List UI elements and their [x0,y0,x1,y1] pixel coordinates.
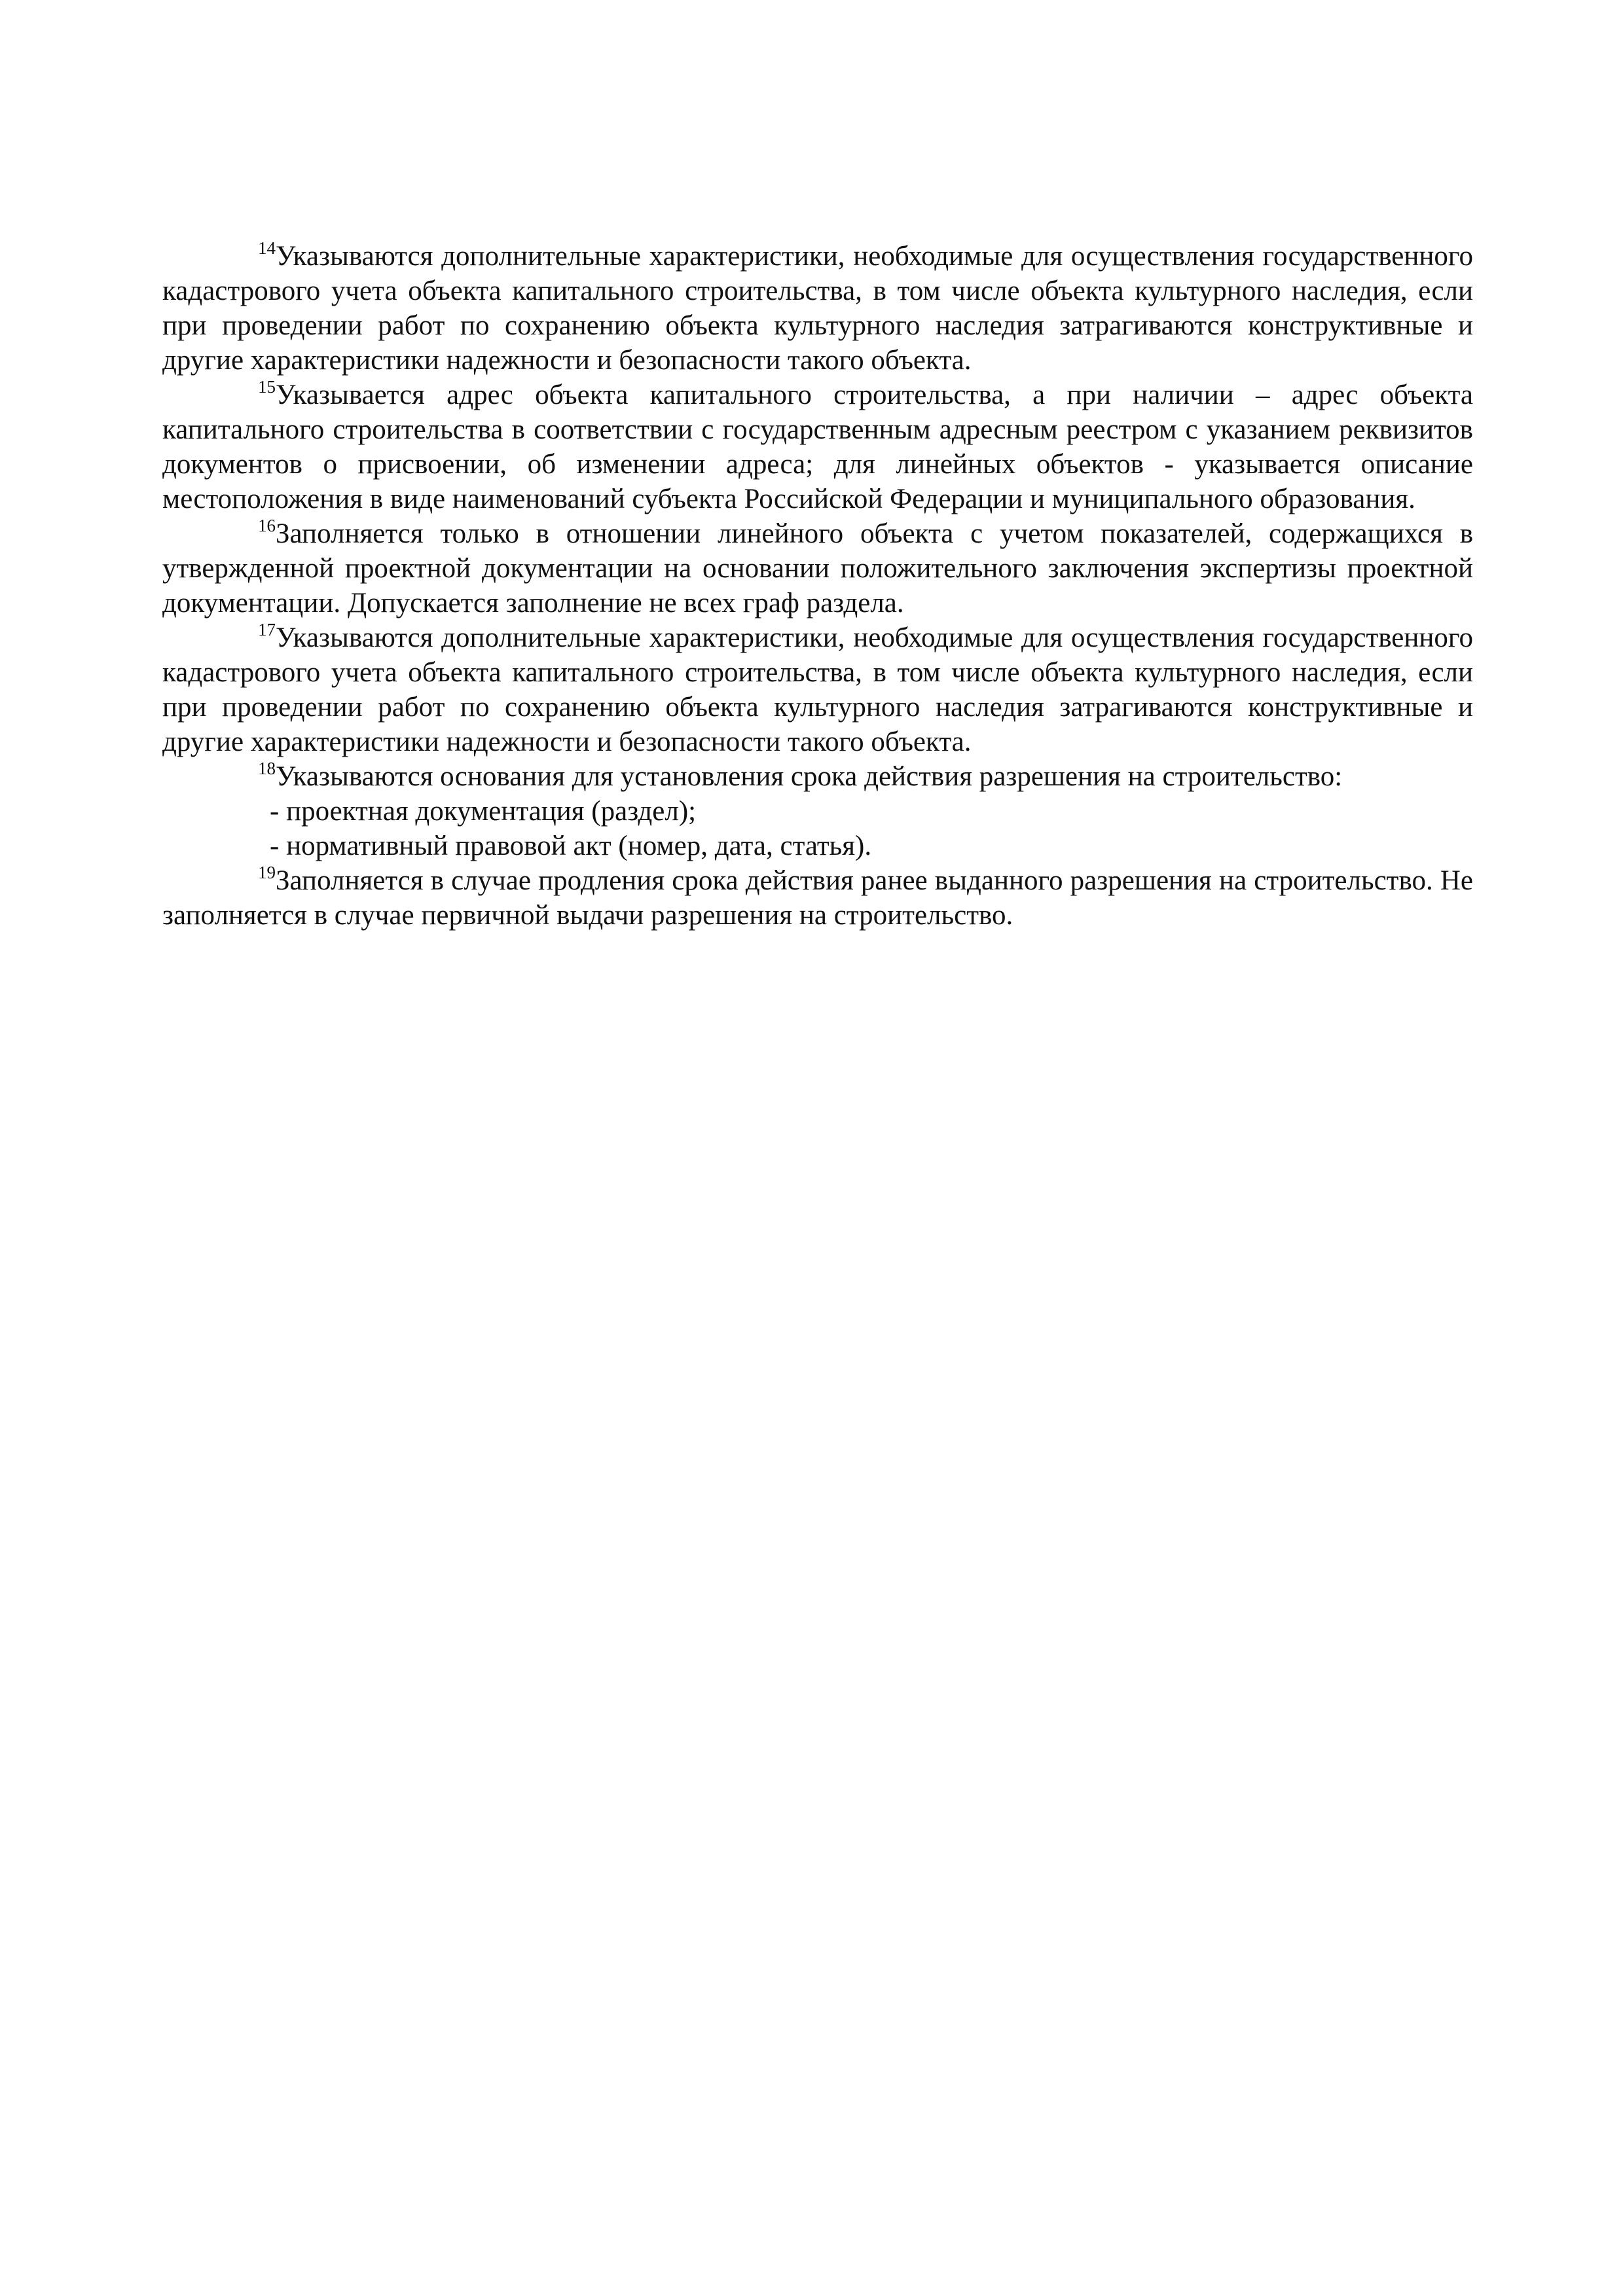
footnote-text: Указывается адрес объекта капитального строительства, а при наличии – адрес объекта капитального строительства в соответствии с государственным адресным реестром с указанием реквизитов документов о присвоении, об изменении адреса; для линейных объектов - указывается описание местоположения в виде наименований субъекта Российской Федерации и муниципального образования. [162,380,1473,514]
footnote-number: 14 [258,238,276,258]
footnote-18 [162,759,1473,794]
footnote-number: 17 [258,620,276,639]
footnote-14 [162,239,1473,378]
list-item: - нормативный правовой акт (номер, дата, статья). [270,831,872,861]
footnote-19 [162,863,1473,933]
footnote-number: 18 [258,759,276,778]
list-item: - проектная документация (раздел); [270,796,697,827]
footnote-16 [162,516,1473,620]
footnote-text: Указываются основания для установления срока действия разрешения на строительство: [276,761,1343,792]
footnote-text: Заполняется в случае продления срока действия ранее выданного разрешения на строительство. Не заполняется в случае первичной выдачи разрешения на строительство. [162,865,1473,931]
footnote-text: Заполняется только в отношении линейного объекта с учетом показателей, содержащихся в утвержденной проектной документации на основании положительного заключения экспертизы проектной документации. Допускается заполнение не всех граф раздела. [162,518,1473,619]
footnote-15 [162,378,1473,516]
document-page [162,239,1473,933]
footnote-number: 19 [258,863,276,882]
footnote-number: 16 [258,516,276,535]
footnote-17 [162,620,1473,759]
footnote-text: Указываются дополнительные характеристики, необходимые для осуществления государственного кадастрового учета объекта капитального строительства, в том числе объекта культурного наследия, если при проведении работ по сохранению объекта культурного наследия затрагиваются конструктивные и другие характеристики надежности и безопасности такого объекта. [162,622,1473,757]
footnote-text: Указываются дополнительные характеристики, необходимые для осуществления государственного кадастрового учета объекта капитального строительства, в том числе объекта культурного наследия, если при проведении работ по сохранению объекта культурного наследия затрагиваются конструктивные и другие характеристики надежности и безопасности такого объекта. [162,241,1473,376]
footnote-number: 15 [258,377,276,397]
